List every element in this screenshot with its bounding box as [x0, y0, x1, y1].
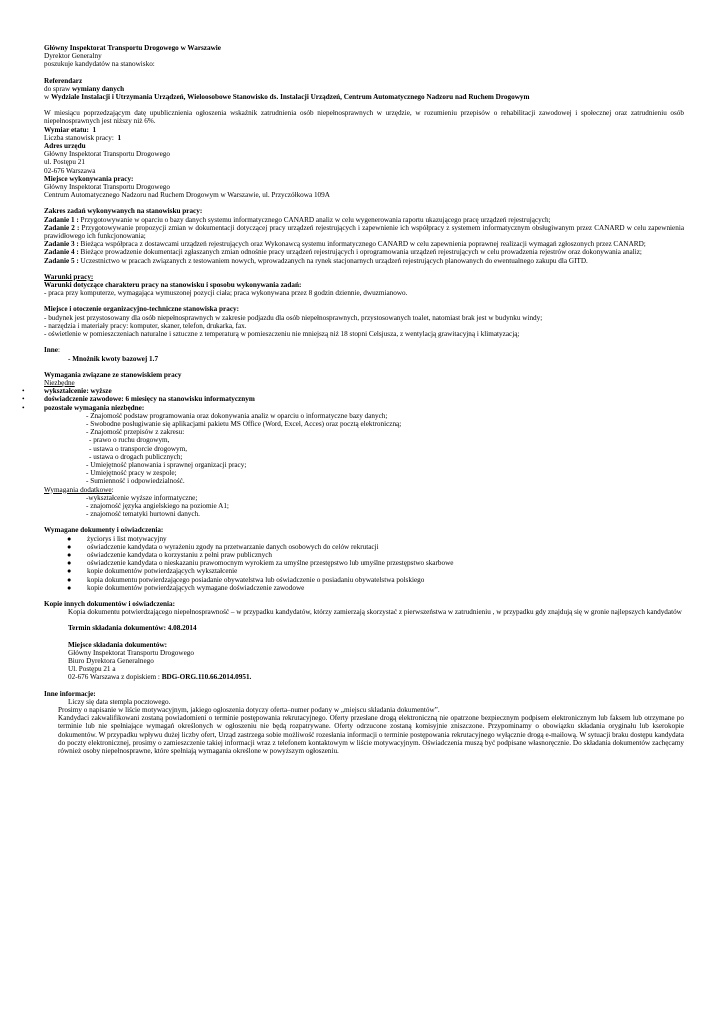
- other-docs-label: Kopie innych dokumentów i oświadczenia:: [44, 599, 175, 608]
- fulltime-line: [44, 126, 684, 134]
- workplace-line: Centrum Automatycznego Nadzoru nad Ruchem Drogowym w Warszawie, ul. Przyczółkowa 109A: [44, 191, 330, 200]
- other-docs-text: Kopia dokumentu potwierdzającego niepełnosprawność – w przypadku kandydatów, którzy zamierzają skorzystać z pierwszeństwa w zatrudnieniu , w przypadku gdy znajdują się w gronie najlepszych kandydatów: [68, 608, 682, 617]
- tasks-label: Zakres zadań wykonywanych na stanowisku pracy:: [44, 207, 203, 216]
- list-item: [67, 542, 684, 551]
- bullet-icon: ●: [67, 550, 72, 559]
- fulltime-label: Wymiar etatu:: [44, 125, 89, 134]
- office-address-label: Adres urzędu: [44, 142, 86, 151]
- requirement-line: -wykształcenie wyższe informatyczne;: [86, 493, 198, 502]
- department-prefix: w: [44, 93, 51, 102]
- bullet-icon: ●: [67, 542, 72, 551]
- workplace-line: Główny Inspektorat Transportu Drogowego: [44, 183, 170, 192]
- office-address-line: 02-676 Warszawa: [44, 166, 96, 175]
- task-text: Bieżące prowadzenie dokumentacji zgłaszanych zmian odnośnie pracy urządzeń rejestrujących i oprogramowania urządzeń rejestrujących w celu prowadzenia rejestrów oraz dokonywania analiz;: [80, 248, 642, 257]
- list-item: [67, 550, 684, 559]
- job-announcement-document: [22, 44, 685, 756]
- bullet-icon: •: [22, 395, 25, 404]
- office-address-line: Główny Inspektorat Transportu Drogowego: [44, 150, 170, 159]
- documents-label: Wymagane dokumenty i oświadczenia:: [44, 526, 164, 535]
- task-number: Zadanie 2 :: [44, 223, 80, 232]
- deadline-text: Termin składania dokumentów: 4.08.2014: [68, 624, 197, 633]
- submission-reference: BDG-ORG.110.66.2014.0951.: [161, 673, 252, 682]
- list-item: [67, 559, 684, 568]
- position-block: [44, 77, 684, 102]
- office-address-line: ul. Postępu 21: [44, 158, 85, 167]
- additional-label: Wymagania dodatkowe: [44, 485, 112, 494]
- positions-count-line: [44, 134, 684, 142]
- conditions-char-line: - praca przy komputerze, wymagająca wymuszonej pozycji ciała; praca wykonywana przez 8 godzin dziennie, dwuzmianowo.: [44, 289, 408, 298]
- necessary-list: [22, 387, 684, 412]
- task-text: Przygotowywanie propozycji zmian w dokumentacji dotyczącej pracy urządzeń rejestrujących i zapewnienie ich współpracy z systemem informatycznym obsługiwanym przez CANARD w celu zapewnienia prawidłowego ich funkcjonowania;: [44, 223, 685, 241]
- other-requirements: [44, 412, 684, 486]
- seeking-text: poszukuje kandydatów na stanowisko:: [44, 60, 155, 69]
- document-text: kopia dokumentu potwierdzającego posiadanie obywatelstwa lub oświadczenie o posiadaniu obywatelstwa polskiego: [87, 575, 425, 584]
- conditions-label: Warunki pracy:: [44, 272, 94, 281]
- document-text: oświadczenie kandydata o korzystaniu z pełni praw publicznych: [87, 550, 273, 559]
- requirement-line: - Swobodne posługiwanie się aplikacjami pakietu MS Office (Word, Excel, Acces) oraz pocztą elektroniczną;: [86, 419, 402, 428]
- position-department-line: [44, 93, 684, 101]
- bullet-icon: ●: [67, 567, 72, 576]
- notes-block: [44, 698, 684, 755]
- task-item: [44, 240, 684, 248]
- conditions-char-label: Warunki dotyczące charakteru pracy na stanowisku i sposobu wykonywania zadań:: [44, 281, 302, 290]
- position-title: Referendarz: [44, 76, 83, 85]
- base-multiplier: - Mnożnik kwoty bazowej 1.7: [68, 354, 159, 363]
- positions-count-value: 1: [117, 133, 122, 142]
- document-text: oświadczenie kandydata o nieskazaniu prawomocnym wyrokiem za umyślne przestępstwo lub umyślne przestępstwo skarbowe: [87, 559, 454, 568]
- submission-prefix: 02-676 Warszawa z dopiskiem :: [68, 673, 162, 682]
- submission-line: Biuro Dyrektora Generalnego: [68, 657, 154, 665]
- list-item: [22, 387, 684, 396]
- position-scope-line: [44, 85, 684, 93]
- list-item: [22, 403, 684, 412]
- conditions-env-line: - oświetlenie w pomieszczeniach naturalne i sztuczne z temperaturą w pomieszczeniu nie mniejszą niż 18 stopni Celsjusza, z wentylacją grawitacyjną i klimatyzacją;: [44, 330, 520, 339]
- other-label: Inne: [44, 346, 58, 355]
- requirement-line: - ustawa o transporcie drogowym,: [89, 444, 188, 453]
- task-item: [44, 224, 684, 240]
- notes-paragraph: Kandydaci zakwalifikowani zostaną powiadomieni o terminie postępowania rekrutacyjnego. Oferty przesłane drogą elektroniczną nie opatrzone bezpiecznym podpisem elektronicznym lub faksem lub otrzymane po terminie lub nie spełniające wymagań określonych w ogłoszeniu nie będą rozpatrywane. Oferty odrzucone zostaną komisyjnie zniszczone. Przypominamy o obowiązku składania oryginału lub kserokopie dokumentów. W przypadku wpływu dużej liczby ofert, Urząd zastrzega sobie możliwość rozesłania informacji o terminie postępowania rekrutacyjnego wyłącznie drogą e-mailową. W sytuacji braku dostępu kandydata do poczty elektronicznej, prosimy o zamieszczenie takiej informacji wraz z telefonem kontaktowym w liście motywacyjnym. Oświadczenia muszą być podpisane własnoręcznie. Do składania dokumentów zachęcamy również osoby niepełnosprawne, które spełniają wymagania określone w powyższym ogłoszeniu.: [58, 714, 684, 756]
- requirement-text: wykształcenie: wyższe: [44, 387, 112, 396]
- other-label-line: [44, 346, 684, 354]
- requirement-line: - znajomość języka angielskiego na poziomie A1;: [86, 501, 229, 510]
- task-text: Bieżąca współpraca z dostawcami urządzeń rejestrujących oraz Wykonawcą systemu informatycznego CANARD w celu zapewnienia poprawnej realizacji wymagań zgłoszonych przez CANARD;: [80, 240, 646, 249]
- notes-line: Liczy się data stempla pocztowego.: [68, 697, 171, 706]
- requirement-line: - prawo o ruchu drogowym,: [89, 436, 170, 445]
- workplace-label: Miejsce wykonywania pracy:: [44, 174, 134, 183]
- director-title: Dyrektor Generalny: [44, 52, 102, 61]
- institution-name: Główny Inspektorat Transportu Drogowego w Warszawie: [44, 44, 221, 52]
- task-number: Zadanie 3 :: [44, 240, 79, 249]
- task-number: Zadanie 1 :: [44, 215, 79, 224]
- documents-list: [44, 535, 684, 592]
- document-text: oświadczenie kandydata o wyrażeniu zgody na przetwarzanie danych osobowych do celów rekrutacji: [87, 542, 379, 551]
- position-department: Wydziale Instalacji i Utrzymania Urządzeń, Wieloosobowe Stanowisko ds. Instalacji Urządzeń, Centrum Automatycznego Nadzoru nad Ruchem Drogowym: [51, 93, 530, 102]
- bullet-icon: ●: [67, 534, 72, 543]
- requirement-line: - Znajomość przepisów z zakresu:: [86, 428, 185, 437]
- requirement-line: - Znajomość podstaw programowania oraz dokonywania analiz w oparciu o informatyczne bazy danych;: [86, 411, 388, 420]
- submission-last-line: [68, 673, 684, 681]
- notes-label: Inne informacje:: [44, 689, 96, 698]
- requirement-line: - Umiejętność planowania i sprawnej organizacji pracy;: [86, 460, 247, 469]
- additional-requirements: [44, 494, 684, 519]
- list-item: [67, 534, 684, 543]
- fulltime-value: 1: [92, 125, 97, 134]
- conditions-env-line: - narzędzia i materiały pracy: komputer, skaner, telefon, drukarka, fax.: [44, 321, 247, 330]
- list-item: [67, 575, 684, 584]
- list-item: [67, 583, 684, 592]
- submission-line: Ul. Postępu 21 a: [68, 665, 116, 674]
- document-text: kopie dokumentów potwierdzających wymagane doświadczenie zawodowe: [87, 583, 305, 592]
- header-block: [44, 44, 684, 69]
- conditions-env-line: - budynek jest przystosowany dla osób niepełnosprawnych w zakresie podjazdu dla osób niepełnosprawnych, przystosowanych toalet, natomiast brak jest w budynku windy;: [44, 313, 543, 322]
- task-text: Przygotowywanie w oparciu o bazy danych systemu informatycznego CANARD analiz w celu wygenerowania raportu ukazującego pracę urządzeń rejestrujących;: [80, 215, 551, 224]
- document-text: kopie dokumentów potwierdzających wykształcenie: [87, 567, 238, 576]
- task-number: Zadanie 4 :: [44, 248, 79, 257]
- task-text: Uczestnictwo w pracach związanych z testowaniem nowych, wprowadzanych na rynek stacjonarnych urządzeń rejestrujących planowanych do ewentualnego zakupu dla GITD.: [80, 256, 588, 265]
- requirement-line: - Sumienność i odpowiedzialność.: [86, 477, 185, 486]
- bullet-icon: •: [22, 387, 25, 396]
- additional-label-line: [44, 486, 684, 494]
- requirement-line: - Umiejętność pracy w zespole;: [86, 469, 177, 478]
- conditions-env-label: Miejsce i otoczenie organizacyjno-techniczne stanowiska pracy:: [44, 305, 240, 314]
- task-item: [44, 216, 684, 224]
- bullet-icon: ●: [67, 575, 72, 584]
- requirements-label: Wymagania związane ze stanowiskiem pracy: [44, 370, 182, 379]
- scope-prefix: do spraw: [44, 84, 72, 93]
- notes-line: Prosimy o napisanie w liście motywacyjnym, jakiego ogłoszenia dotyczy oferta–numer podany w „miejscu składania dokumentów”.: [58, 706, 440, 715]
- bullet-icon: ●: [67, 559, 72, 568]
- requirement-line: - ustawa o drogach publicznych;: [89, 452, 183, 461]
- employment-info: W miesiącu poprzedzającym datę upublicznienia ogłoszenia wskaźnik zatrudnienia osób niepełnosprawnych w urzędzie, w rozumieniu przepisów o rehabilitacji zawodowej i społecznej oraz zatrudnieniu osób niepełnosprawnych jest niższy niż 6%.: [44, 109, 684, 126]
- requirement-line: - znajomość tematyki hurtowni danych.: [86, 510, 200, 519]
- list-item: [67, 567, 684, 576]
- task-number: Zadanie 5 :: [44, 256, 79, 265]
- document-text: życiorys i list motywacyjny: [87, 534, 167, 543]
- requirement-text: doświadczenie zawodowe: 6 miesięcy na stanowisku informatycznym: [44, 395, 255, 404]
- submission-label: Miejsce składania dokumentów:: [68, 640, 168, 649]
- submission-block: [44, 641, 684, 682]
- submission-line: Główny Inspektorat Transportu Drogowego: [68, 648, 194, 657]
- additional-colon: :: [111, 485, 114, 494]
- necessary-label: Niezbędne: [44, 378, 75, 387]
- bullet-icon: •: [22, 403, 25, 412]
- other-colon: :: [57, 346, 60, 355]
- position-scope: wymiany danych: [71, 84, 125, 93]
- list-item: [22, 395, 684, 404]
- positions-count-label: Liczba stanowisk pracy:: [44, 133, 114, 142]
- requirement-text: pozostałe wymagania niezbędne:: [44, 403, 145, 412]
- task-item: [44, 248, 684, 256]
- bullet-icon: ●: [67, 583, 72, 592]
- task-item: [44, 257, 684, 265]
